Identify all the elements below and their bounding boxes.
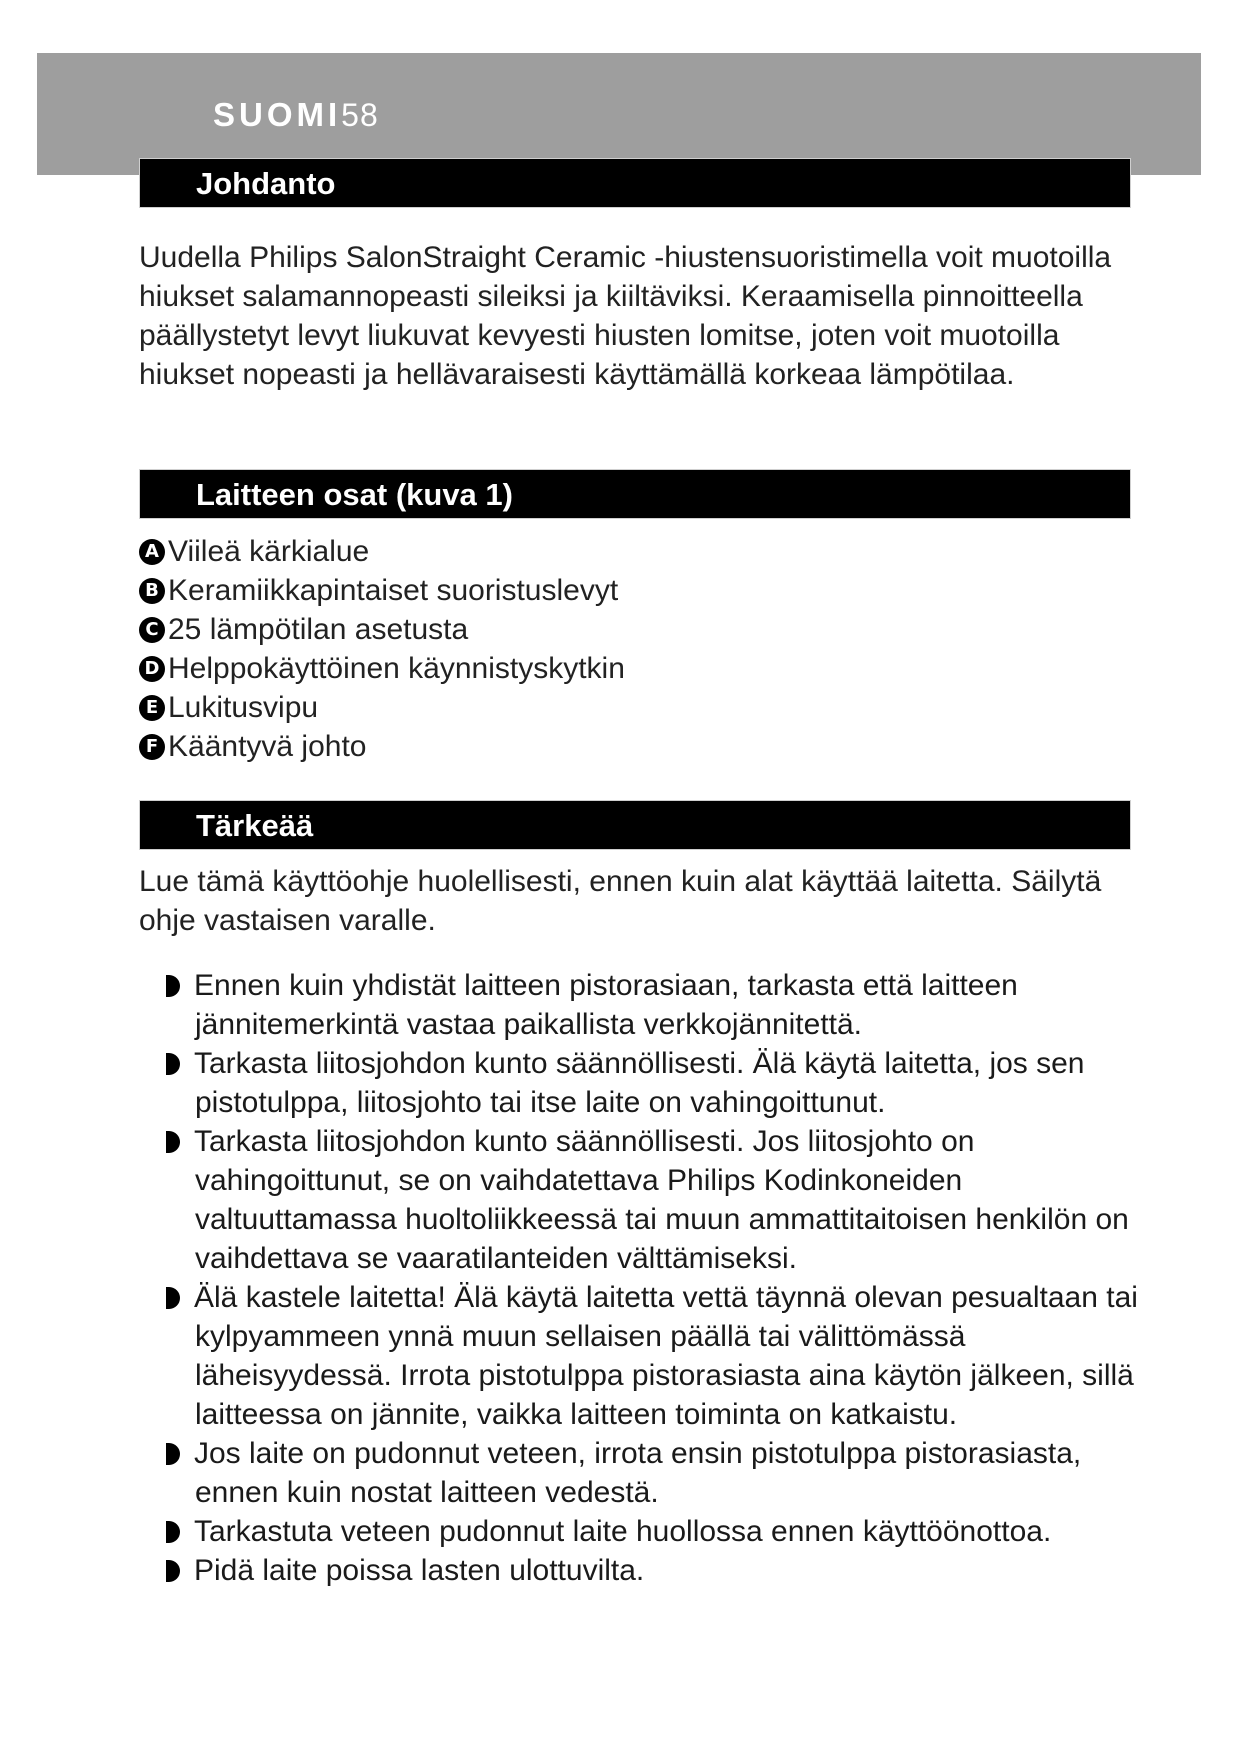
list-item [139,1434,1139,1512]
list-item [139,1044,1139,1122]
letter-badge: B [139,578,165,604]
letter-badge: E [139,695,165,721]
part-label: Helppokäyttöinen käynnistyskytkin [168,651,625,685]
letter-badge: A [139,539,165,565]
warnings-list [139,966,1139,1590]
intro-paragraph: Uudella Philips SalonStraight Ceramic -hiustensuoristimella voit muotoilla hiukset salamannopeasti sileiksi ja kiiltäviksi. Keraamisella pinnoitteella päällystetyt levyt liukuvat kevyesti hiusten lomitse, joten voit muotoilla hiukset nopeasti ja hellävaraisesti käyttämällä korkeaa lämpötilaa. [139,241,1112,391]
letter-badge: D [139,656,165,682]
list-item [139,966,1139,1044]
page-number: 58 [341,97,379,133]
warning-text: Tarkastuta veteen pudonnut laite huollossa ennen käyttöönottoa. [194,1515,1052,1548]
part-label: 25 lämpötilan asetusta [168,612,469,646]
list-item [139,1512,1139,1551]
part-label: Keramiikkapintaiset suoristuslevyt [168,573,619,607]
language-label: SUOMI [213,96,342,133]
list-item [139,649,625,688]
warning-text: Jos laite on pudonnut veteen, irrota ensin pistotulppa pistorasiasta, ennen kuin nostat laitteen vedestä. [194,1437,1082,1509]
bullet-icon [166,1521,180,1543]
warning-text: Tarkasta liitosjohdon kunto säännöllisesti. Älä käytä laitetta, jos sen pistotulppa, liitosjohto tai itse laite on vahingoittunut. [194,1047,1085,1119]
warning-text: Älä kastele laitetta! Älä käytä laitetta vettä täynnä olevan pesualtaan tai kylpyammeen ynnä muun sellaisen päällä tai välittömässä läheisyydessä. Irrota pistotulppa pistorasiasta aina käytön jälkeen, sillä laitteessa on jännite, vaikka laitteen toiminta on katkaistu. [194,1281,1138,1431]
list-item [139,1278,1139,1434]
important-intro: Lue tämä käyttöohje huolellisesti, ennen kuin alat käyttää laitetta. Säilytä ohje vastaisen varalle. [139,865,1102,937]
bullet-icon [166,1560,180,1582]
letter-badge: C [139,617,165,643]
list-item [139,688,625,727]
section-heading-intro: Johdanto [139,158,1131,208]
bullet-icon [166,975,180,997]
letter-badge: F [139,734,165,760]
part-label: Viileä kärkialue [168,534,370,568]
bullet-icon [166,1053,180,1075]
list-item [139,1551,1139,1590]
section-heading-parts: Laitteen osat (kuva 1) [139,469,1131,519]
header-band [37,53,1201,175]
bullet-icon [166,1131,180,1153]
bullet-icon [166,1287,180,1309]
parts-list [139,532,625,766]
warning-text: Pidä laite poissa lasten ulottuvilta. [194,1554,645,1587]
list-item [139,571,625,610]
warning-text: Ennen kuin yhdistät laitteen pistorasiaan, tarkasta että laitteen jännitemerkintä vastaa paikallista verkkojännitettä. [194,969,1018,1041]
list-item [139,610,625,649]
bullet-icon [166,1443,180,1465]
list-item [139,532,625,571]
part-label: Lukitusvipu [168,690,319,724]
list-item [139,727,625,766]
page-header [213,96,379,144]
list-item [139,1122,1139,1278]
warning-text: Tarkasta liitosjohdon kunto säännöllisesti. Jos liitosjohto on vahingoittunut, se on vaihdatettava Philips Kodinkoneiden valtuuttamassa huoltoliikkeessä tai muun ammattitaitoisen henkilön on vaihdettava se vaaratilanteiden välttämiseksi. [194,1125,1129,1275]
section-heading-important: Tärkeää [139,800,1131,850]
part-label: Kääntyvä johto [168,729,367,763]
